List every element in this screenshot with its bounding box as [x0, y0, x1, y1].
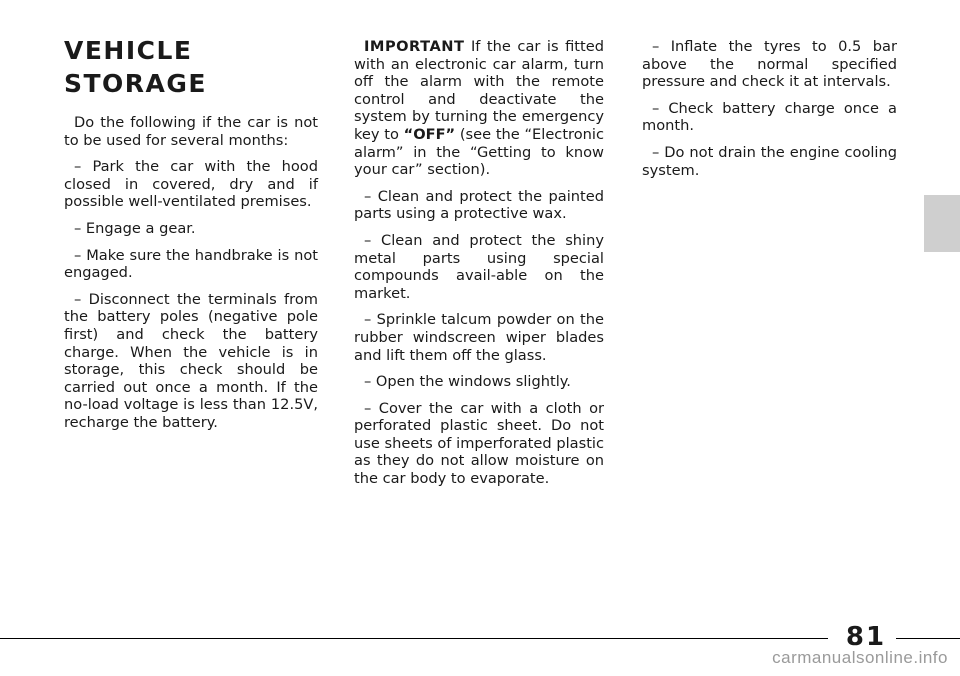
- important-text-a: If the car is fitted with an electronic car alarm, turn off the alarm with the remote control and deactivate the system by turning the emergency key to: [354, 38, 604, 143]
- important-label: IMPORTANT: [364, 38, 465, 55]
- off-key-label: “OFF”: [403, 125, 456, 143]
- list-item: – Clean and protect the shiny metal parts using special compounds avail-able on the market.: [354, 231, 604, 302]
- list-item: – Make sure the handbrake is not engaged.: [64, 246, 318, 282]
- page-number: 81: [845, 622, 887, 652]
- list-item: – Do not drain the engine cooling system.: [642, 143, 897, 179]
- title-line-1: VEHICLE: [64, 36, 193, 65]
- list-item: – Disconnect the terminals from the battery poles (negative pole first) and check the battery charge. When the vehicle is in storage, this check should be carried out once a month. If the no-load voltage is less than 12.5V, recharge the battery.: [64, 290, 318, 431]
- important-note: [354, 38, 604, 179]
- list-item: – Check battery charge once a month.: [642, 99, 897, 135]
- footer-rule-right: [896, 638, 960, 639]
- list-item: – Cover the car with a cloth or perforated plastic sheet. Do not use sheets of imperforated plastic as they do not allow moisture on the car body to evaporate.: [354, 399, 604, 488]
- column-left: [64, 34, 318, 441]
- list-item: – Engage a gear.: [74, 219, 196, 237]
- section-tab-marker: [924, 195, 960, 252]
- list-item: – Open the windows slightly.: [364, 373, 571, 391]
- watermark: carmanualsonline.info: [772, 648, 948, 667]
- list-item: – Sprinkle talcum powder on the rubber windscreen wiper blades and lift them off the glass.: [354, 311, 604, 364]
- page-title: [64, 34, 318, 100]
- list-item: – Inflate the tyres to 0.5 bar above the normal specified pressure and check it at intervals.: [642, 38, 897, 91]
- list-item: – Park the car with the hood closed in covered, dry and if possible well-ventilated premises.: [64, 158, 318, 211]
- footer-rule-left: [0, 638, 828, 639]
- column-right: [642, 38, 897, 188]
- list-item: – Clean and protect the painted parts using a protective wax.: [354, 187, 604, 223]
- column-middle: [354, 38, 604, 497]
- paragraph: Do the following if the car is not to be used for several months:: [64, 114, 318, 149]
- title-line-2: STORAGE: [64, 69, 208, 98]
- important-text-b: (see the “Electronic alarm” in the “Getting to know your car” section).: [354, 125, 604, 179]
